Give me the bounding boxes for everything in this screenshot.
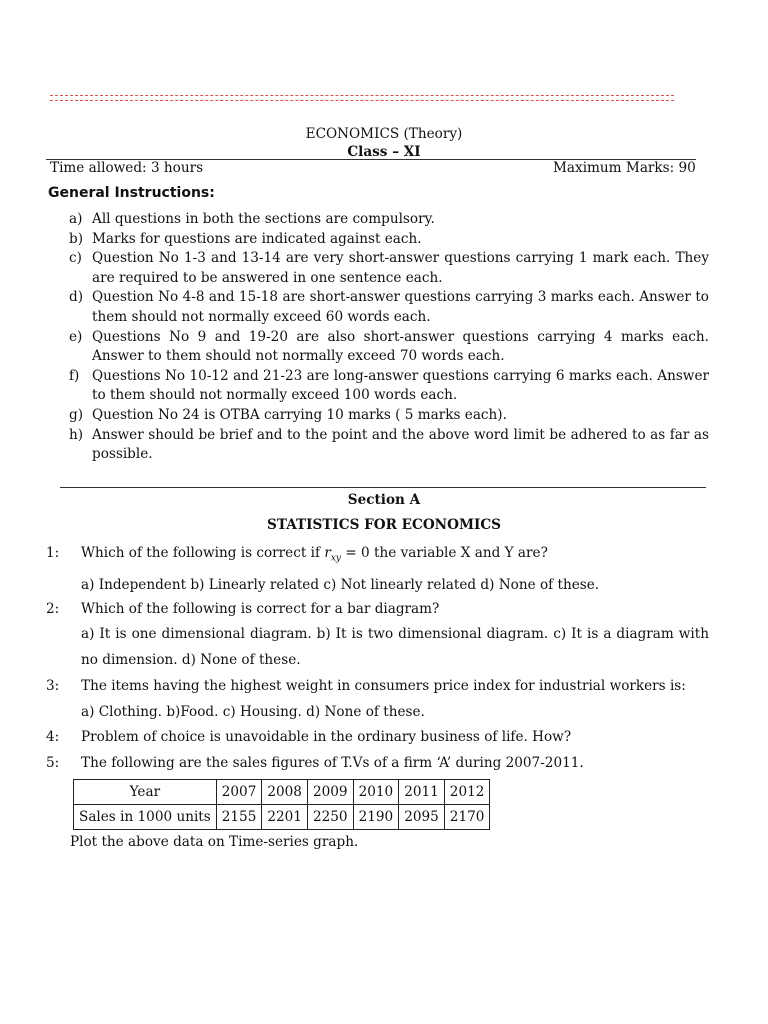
instruction-text: Question No 1-3 and 13-14 are very short-answer questions carrying 1 mark each. They are required to be answered in one sentence each.: [92, 250, 709, 286]
question-1: [46, 545, 710, 565]
correlation-symbol: [324, 545, 341, 564]
question-number: 3:: [46, 678, 60, 694]
symbol-r: r: [324, 545, 331, 561]
table-row: [74, 805, 490, 830]
instruction-letter: h): [69, 426, 84, 443]
instruction-item: [69, 288, 709, 327]
instruction-item: [69, 230, 709, 250]
question-number: 5:: [46, 755, 60, 771]
section-title: Section A: [347, 492, 421, 508]
table-cell-sales: 2095: [399, 805, 445, 830]
question-text-before: Which of the following is correct if: [81, 545, 320, 561]
instruction-item: [69, 210, 709, 230]
maximum-marks: Maximum Marks: 90: [553, 160, 696, 176]
question-5: [46, 755, 710, 775]
instructions-list: [69, 210, 709, 465]
question-number: 4:: [46, 729, 60, 745]
question-1-options: a) Independent b) Linearly related c) Not linearly related d) None of these.: [81, 577, 600, 593]
instruction-text: Question No 4-8 and 15-18 are short-answer questions carrying 3 marks each. Answer to them should not normally exceed 60 words each.: [92, 289, 709, 325]
instruction-text: Marks for questions are indicated against each.: [92, 230, 422, 247]
question-4: [46, 729, 710, 749]
instruction-text: Questions No 9 and 19-20 are also short-answer questions carrying 4 marks each. Answer to them should not normally exceed 70 words each.: [92, 328, 709, 365]
table-cell-year: 2010: [353, 780, 399, 805]
question-3: [46, 678, 710, 698]
question-text: The following are the sales figures of T.Vs of a firm ‘A’ during 2007-2011.: [81, 755, 584, 771]
time-allowed: Time allowed: 3 hours: [50, 160, 204, 176]
instruction-item: [69, 426, 709, 465]
table-cell-sales: 2201: [262, 805, 308, 830]
question-text: [81, 545, 710, 564]
instruction-text: Answer should be brief and to the point and the above word limit be adhered to as far as possible.: [92, 426, 709, 463]
instruction-item: [69, 406, 709, 426]
question-text: Problem of choice is unavoidable in the ordinary business of life. How?: [81, 729, 572, 745]
question-2: [46, 601, 710, 621]
class-title: Class – XI: [347, 144, 421, 160]
question-number: 1:: [46, 545, 60, 561]
question-2-options: a) It is one dimensional diagram. b) It is two dimensional diagram. c) It is a diagram with no dimension. d) None of these.: [81, 626, 709, 668]
question-number: 2:: [46, 601, 60, 617]
question-text-after: the variable X and Y are?: [374, 545, 548, 561]
instruction-item: [69, 367, 709, 406]
question-5-instruction: Plot the above data on Time-series graph.: [70, 834, 359, 850]
instruction-letter: a): [69, 211, 83, 227]
instruction-text: Questions No 10-12 and 21-23 are long-answer questions carrying 6 marks each. Answer to them should not normally exceed 100 words each.: [92, 367, 709, 404]
subject-title: ECONOMICS (Theory): [305, 126, 463, 142]
table-cell-sales: 2155: [216, 805, 262, 830]
table-cell-year: 2011: [399, 780, 445, 805]
instruction-letter: e): [69, 328, 83, 345]
table-cell-sales: 2170: [444, 805, 490, 830]
symbol-equals: = 0: [341, 545, 370, 561]
instructions-heading: General Instructions:: [48, 185, 215, 201]
question-text: The items having the highest weight in consumers price index for industrial workers is:: [81, 678, 686, 694]
instruction-letter: c): [69, 250, 82, 267]
table-row-label: Sales in 1000 units: [74, 805, 217, 830]
symbol-subscript: xy: [330, 553, 341, 564]
instruction-letter: d): [69, 289, 84, 306]
instruction-text: Question No 24 is OTBA carrying 10 marks ( 5 marks each).: [92, 406, 507, 423]
table-row-label: Year: [74, 780, 217, 805]
question-text: Which of the following is correct for a bar diagram?: [81, 601, 440, 617]
table-cell-year: 2012: [444, 780, 490, 805]
sales-table: [73, 779, 490, 830]
instruction-letter: g): [69, 406, 84, 423]
table-cell-sales: 2250: [307, 805, 353, 830]
table-cell-year: 2007: [216, 780, 262, 805]
instruction-item: [69, 249, 709, 288]
table-row: [74, 780, 490, 805]
instruction-letter: f): [69, 367, 80, 384]
table-cell-year: 2008: [262, 780, 308, 805]
section-subtitle: STATISTICS FOR ECONOMICS: [267, 517, 501, 533]
instruction-item: [69, 328, 709, 367]
section-divider: [60, 487, 706, 488]
question-3-options: a) Clothing. b)Food. c) Housing. d) None of these.: [81, 704, 425, 720]
instruction-letter: b): [69, 230, 84, 247]
table-cell-year: 2009: [307, 780, 353, 805]
table-cell-sales: 2190: [353, 805, 399, 830]
decorative-header-rule: [50, 95, 674, 101]
instruction-text: All questions in both the sections are compulsory.: [92, 211, 435, 227]
